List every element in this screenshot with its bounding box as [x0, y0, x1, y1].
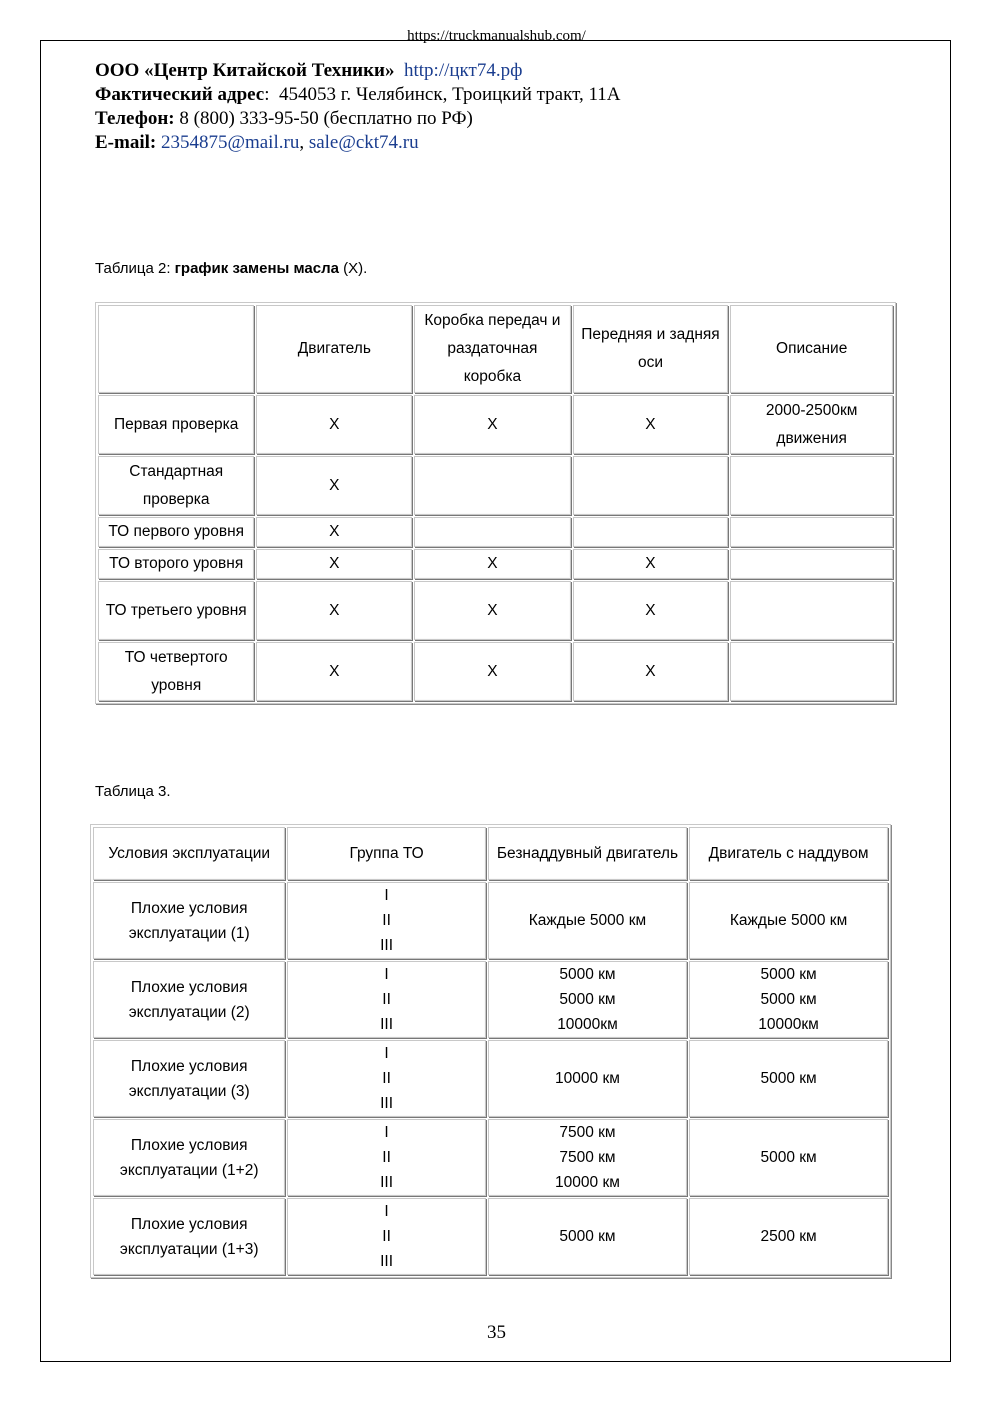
header-cell: Передняя и задняя оси: [573, 305, 729, 393]
table-cell: X: [256, 517, 412, 547]
phone-value: 8 (800) 333-95-50 (бесплатно по РФ): [179, 108, 473, 129]
company-name: ООО «Центр Китайской Техники»: [95, 60, 395, 81]
table-cell: [730, 549, 893, 579]
site-url[interactable]: https://truckmanualshub.com/: [407, 28, 586, 44]
table-row: [93, 1198, 888, 1275]
table-cell: X: [573, 395, 729, 454]
table-cell: X: [256, 395, 412, 454]
table2-caption-bold: график замены масла: [174, 260, 339, 277]
turbo-cell: [689, 961, 888, 1038]
cell-line: 7500 км: [559, 1149, 616, 1166]
cell-line: III: [380, 1253, 394, 1270]
cell-line: Каждые 5000 км: [729, 912, 848, 929]
cell-line: III: [380, 1174, 394, 1191]
table-cell: [730, 517, 893, 547]
phone-line: [95, 107, 620, 131]
table-cell: X: [256, 456, 412, 515]
operating-conditions-table: [90, 824, 891, 1278]
table-row: [98, 549, 893, 579]
table-cell: [573, 456, 729, 515]
condition-cell: Плохие условия эксплуатации (3): [93, 1040, 285, 1117]
row-label-cell: ТО первого уровня: [98, 517, 254, 547]
cell-line: II: [382, 991, 391, 1008]
header-cell: [98, 305, 254, 393]
naturally-aspirated-cell: [488, 1198, 687, 1275]
cell-line: I: [384, 887, 389, 904]
table-cell: [414, 456, 570, 515]
table-cell: X: [414, 549, 570, 579]
row-label-cell: ТО четвертого уровня: [98, 642, 254, 701]
row-label-cell: ТО третьего уровня: [98, 581, 254, 640]
cell-line: II: [382, 1228, 391, 1245]
cell-line: I: [384, 1045, 389, 1062]
header-cell: Безнаддувный двигатель: [488, 827, 687, 880]
table-cell: X: [414, 581, 570, 640]
table-cell: [730, 642, 893, 701]
phone-label: Телефон:: [95, 108, 175, 129]
table-cell: X: [414, 395, 570, 454]
cell-line: 7500 км: [559, 1124, 616, 1141]
group-cell: [287, 882, 485, 959]
table-cell: [414, 517, 570, 547]
cell-line: 10000км: [557, 1016, 618, 1033]
naturally-aspirated-cell: [488, 1040, 687, 1117]
turbo-cell: [689, 882, 888, 959]
email-link-1[interactable]: 2354875@mail.ru: [160, 132, 300, 153]
header-cell: Двигатель с наддувом: [689, 827, 888, 880]
header-cell: Коробка передач и раздаточная коробка: [414, 305, 570, 393]
cell-line: III: [380, 1095, 394, 1112]
email-label: E-mail:: [95, 132, 157, 153]
table-header-row: [98, 305, 893, 393]
table-cell: 2000-2500км движения: [730, 395, 893, 454]
condition-cell: Плохие условия эксплуатации (1+3): [93, 1198, 285, 1275]
group-cell: [287, 1198, 485, 1275]
naturally-aspirated-cell: [488, 1119, 687, 1196]
cell-line: II: [382, 1149, 391, 1166]
row-label-cell: Стандартная проверка: [98, 456, 254, 515]
cell-line: 10000 км: [555, 1070, 620, 1087]
table-cell: X: [414, 642, 570, 701]
company-contacts: [95, 59, 620, 155]
cell-line: 5000 км: [559, 1228, 616, 1245]
table-cell: X: [573, 581, 729, 640]
cell-line: I: [384, 1124, 389, 1141]
company-website-link[interactable]: http://цкт74.рф: [403, 60, 523, 81]
email-link-2[interactable]: sale@ckt74.ru: [308, 132, 419, 153]
page-number: 35: [487, 1322, 506, 1343]
address-line: Фактический адрес: 454053 г. Челябинск, Троицкий тракт, 11А: [95, 84, 621, 105]
table-row: [98, 456, 893, 515]
cell-line: 5000 км: [559, 966, 616, 983]
table2-caption-prefix: Таблица 2:: [95, 260, 175, 277]
table-cell: [730, 456, 893, 515]
table-row: [93, 882, 888, 959]
group-cell: [287, 1040, 485, 1117]
table-row: [98, 395, 893, 454]
table-row: [93, 1040, 888, 1117]
turbo-cell: [689, 1198, 888, 1275]
cell-line: 5000 км: [559, 991, 616, 1008]
table-cell: X: [256, 549, 412, 579]
cell-line: I: [384, 1203, 389, 1220]
header-cell: Условия эксплуатации: [93, 827, 285, 880]
table-row: [93, 961, 888, 1038]
table-header-row: [93, 827, 888, 880]
oil-change-table: [95, 302, 896, 704]
group-cell: [287, 961, 485, 1038]
condition-cell: Плохие условия эксплуатации (2): [93, 961, 285, 1038]
cell-line: II: [382, 912, 391, 929]
cell-line: II: [382, 1070, 391, 1087]
table-row: [98, 642, 893, 701]
table-cell: X: [256, 642, 412, 701]
table-row: [98, 581, 893, 640]
cell-line: 5000 км: [760, 991, 817, 1008]
turbo-cell: [689, 1119, 888, 1196]
condition-cell: Плохие условия эксплуатации (1): [93, 882, 285, 959]
table-cell: X: [256, 581, 412, 640]
cell-line: III: [380, 1016, 394, 1033]
table-row: [93, 1119, 888, 1196]
cell-line: 2500 км: [760, 1228, 817, 1245]
row-label-cell: ТО второго уровня: [98, 549, 254, 579]
cell-line: 5000 км: [760, 1070, 817, 1087]
address-value: 454053 г. Челябинск, Троицкий тракт, 11А: [279, 84, 621, 105]
cell-line: 5000 км: [760, 966, 817, 983]
group-cell: [287, 1119, 485, 1196]
cell-line: 5000 км: [760, 1149, 817, 1166]
condition-cell: Плохие условия эксплуатации (1+2): [93, 1119, 285, 1196]
header-cell: Группа ТО: [287, 827, 485, 880]
row-label-cell: Первая проверка: [98, 395, 254, 454]
table-row: [98, 517, 893, 547]
cell-line: III: [380, 937, 394, 954]
cell-line: I: [384, 966, 389, 983]
table-cell: [573, 517, 729, 547]
address-label: Фактический адрес: [95, 84, 265, 105]
cell-line: 10000км: [758, 1016, 819, 1033]
turbo-cell: [689, 1040, 888, 1117]
header-cell: Описание: [730, 305, 893, 393]
table2-caption-suffix: (X).: [338, 260, 368, 277]
cell-line: 10000 км: [555, 1174, 620, 1191]
header-cell: Двигатель: [256, 305, 412, 393]
table-cell: X: [573, 642, 729, 701]
naturally-aspirated-cell: [488, 961, 687, 1038]
table2-caption: [95, 260, 367, 278]
company-line: [95, 59, 620, 83]
naturally-aspirated-cell: [488, 882, 687, 959]
table-cell: X: [573, 549, 729, 579]
cell-line: Каждые 5000 км: [528, 912, 647, 929]
table-cell: [730, 581, 893, 640]
email-line: E-mail: 2354875@mail.ru, sale@ckt74.ru: [95, 132, 419, 153]
table3-caption: Таблица 3.: [95, 783, 171, 800]
